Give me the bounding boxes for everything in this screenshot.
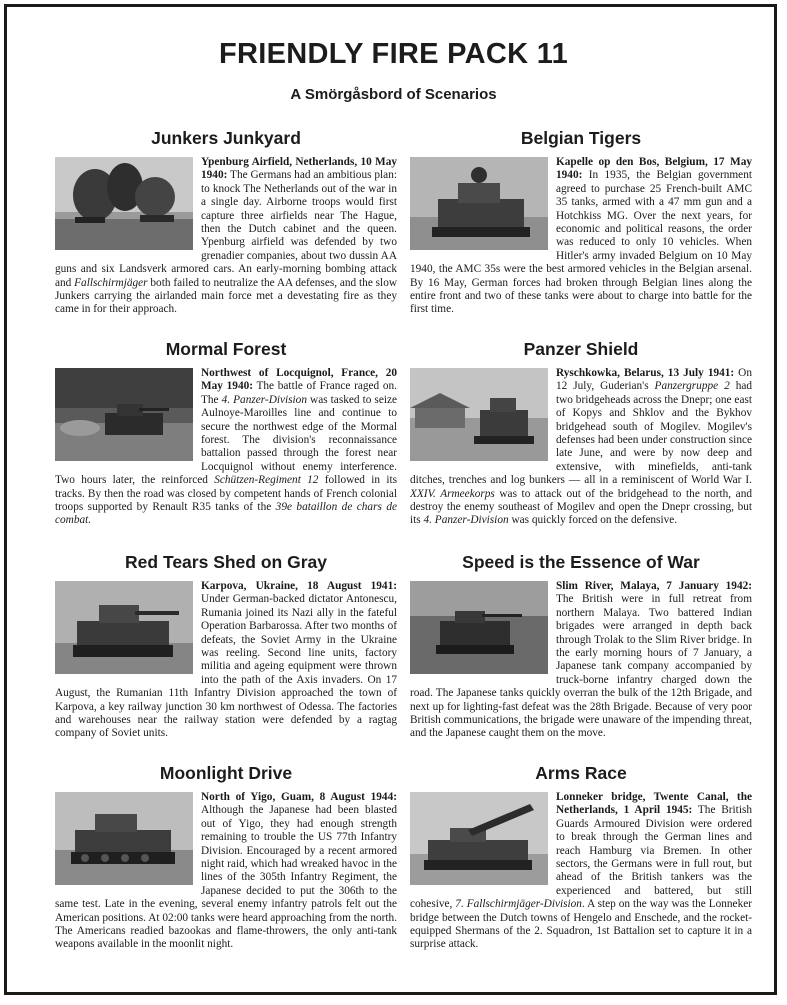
article-arms-race <box>410 762 752 952</box>
article-body-italic: Schützen-Regiment 12 <box>214 474 319 487</box>
article-body-run: Although the Japanese had been blasted out of Yigo, they had enough strength remaining to trouble the US 77th Infantry Division. Encouraged by a recent armored night raid, which had wreaked havoc in the lines of the 305th Infantry Regiment, the Japanese decided to put the 306th to the same test. Late in the evening, several enemy infantry patrols felt out the American positions. At 02:00 tanks were heard approaching from the north. The Americans readied bazookas and flame-throwers, the only anti-tank weapons available in the moonlit night. <box>55 804 397 951</box>
article-body-run: In 1935, the Belgian government agreed to purchase 25 French-built AMC 35 tanks, armed with a 47 mm gun and a Hotchkiss MG. Over the next years, for economic and political reasons, the order was reduced to only 10 vehicles. When Hitler's army invaded Belgium on 10 May 1940, the AMC 35s were the best armored vehicles in the Belgian arsenal. By 16 May, German forces had broken through Belgian lines along the entire front and two of these tanks were about to charge into battle for the first time. <box>410 169 752 316</box>
article-body-run: The British were in full retreat from northern Malaya. Two battered Indian brigades were arranged in depth back through Trolak to the Slim River bridge. In the early morning hours of 7 January, a Japanese tank company accompanied by truck-borne infantry charged down the road. The Japanese tanks quickly overran the bulk of the 12th Brigade, and next up for lighting-fast defeat was the 28th Brigade. Because of very poor British communications, the brigade were unaware of the impending threat, and the Japanese caught them on the move. <box>410 593 752 740</box>
rocket-sherman-photo <box>410 792 548 885</box>
article-body-italic: 39e bataillon de chars de combat. <box>55 501 397 527</box>
page-title: FRIENDLY FIRE PACK 11 <box>218 38 569 70</box>
article-moonlight-drive <box>55 762 397 952</box>
article-belgian-tigers <box>410 127 752 317</box>
page-subtitle: A Smörgåsbord of Scenarios <box>290 86 497 103</box>
article-text: Ypenburg Airfield, Netherlands, 10 May 1940: The Germans had an ambitious plan: to knock The Netherlands out of the war in a single day. Airborne troops would first capture three airfields near The Hague, then the Dutch cabinet and the queen. Ypenburg airfield was defended by two grenadier companies, about two dussin AA guns and six Landsverk armored cars. An early-morning bombing attack and Fallschirmjäger both failed to neutralize the AA defenses, and the slow Junkers carrying the airlanded main force met a devestating fire as they came in for their approach. <box>55 156 397 316</box>
article-body-run: The British Guards Armoured Division were ordered to break through the German lines and reach Hamburg via Bremen. In other sectors, the Germans were in full rout, but ahead of the British tankers was the experienced and battered, but still cohesive, <box>410 804 753 911</box>
article-junkers-junkyard <box>55 127 397 317</box>
article-body-run: Under German-backed dictator Antonescu, Rumania joined its Nazi ally in the fateful Operation Barbarossa. After two months of defeats, the Soviet Army in the Ukraine was reeling. Second line units, factory militia and ageing equipment were thrown into the path of the Axis invaders. On 17 August, the Rumanian 11th Infantry Division approached the town of Karpova, a key railway junction 30 km northwest of Odessa. The factories and warehouses near the railway station were defended by a ragtag company of Soviet units. <box>55 593 397 740</box>
article-body-italic: Panzergruppe 2 <box>654 380 730 393</box>
article-heading: Panzer Shield <box>523 339 639 359</box>
article-body-run: was to attack out of the bridgehead to the north, and destroy the enemy southeast of Mogilev and open the Dnepr crossing, but its <box>410 487 752 527</box>
article-mormal-forest <box>55 338 397 528</box>
article-body-run: was quickly forced on the defensive. <box>508 514 678 527</box>
article-body-run: had two bridgeheads across the Dnepr; one east of Kopys and Shklov and the Bykhov bridgehead south of Mogilev. Mogilev's defenses had been under construction since late June, and were by now deep and extensive, with minefields, anti-tank ditches, trenches and log bunkers — all in a reminiscent of World War I. <box>410 380 753 487</box>
article-body-run: was tasked to seize Aulnoye-Maroilles line and continue to secure the northwest edge of the Mormal forest. The division's reconnaissance battalion passed through the forest near Locquignol without enemy interference. Two hours later, the reinforced <box>55 393 398 487</box>
article-text: Slim River, Malaya, 7 January 1942: The British were in full retreat from northern Malaya. Two battered Indian brigades were arranged in depth back through Trolak to the Slim River bridge. In the early morning hours of 7 January, a Japanese tank company accompanied by truck-borne infantry charged down the road. The Japanese tanks quickly overran the bulk of the 12th Brigade, and next up for lighting-fast defeat was the 28th Brigade. Because of very poor British communications, the brigade were unaware of the impending threat, and the Japanese caught them on the move. <box>410 580 752 740</box>
article-heading: Red Tears Shed on Gray <box>125 552 327 572</box>
article-text: Karpova, Ukraine, 18 August 1941: Under German-backed dictator Antonescu, Rumania joined its Nazi ally in the fateful Operation Barbarossa. After two months of defeats, the Soviet Army in the Ukraine was reeling. Second line units, factory militia and ageing equipment were thrown into the path of the Axis invaders. On 17 August, the Rumanian 11th Infantry Division approached the town of Karpova, a key railway junction 30 km northwest of Odessa. The factories and warehouses near the railway station were defended by a ragtag company of Soviet units. <box>55 580 397 740</box>
article-body-run: both failed to neutralize the AA defenses, and the slow Junkers carrying the airlanded main force met a devestating fire as they came in for their approach. <box>55 276 397 316</box>
article-body-run: The Germans had an ambitious plan: to knock The Netherlands out of the war in a single day. Airborne troops would first capture three airfields near The Hague, then the Dutch cabinet and the queen. Ypenburg airfield was defended by two grenadier companies, about two dussin AA guns and six Landsverk armored cars. An early-morning bombing attack and <box>55 169 397 289</box>
article-heading: Junkers Junkyard <box>151 128 301 148</box>
article-body-run: . A step on the way was the Lonneker bridge between the Dutch towns of Hengelo and Enschede, and the rocket-equipped Shermans of the 2. Squadron, 1st Battalion set to capture it in a surprise attack. <box>410 898 752 951</box>
article-text: North of Yigo, Guam, 8 August 1944: Although the Japanese had been blasted out of Yigo, they had enough strength remaining to trouble the US 77th Infantry Division. Encouraged by a recent armored night raid, which had wreaked havoc in the lines of the 305th Infantry Regiment, the Japanese decided to put the 306th to the same test. Late in the evening, several enemy infantry patrols felt out the American positions. At 02:00 tanks were heard approaching from the north. The Americans readied bazookas and flame-throwers, the only anti-tank weapons available in the moonlit night. <box>55 791 397 951</box>
article-body-run: On 12 July, Guderian's <box>556 367 752 393</box>
article-body-run: followed in its tracks. By then the road was closed by competent hands of French colonial troops supported by Renault R35 tanks of the <box>55 474 398 514</box>
tank-in-forest-photo <box>55 368 193 461</box>
tank-crew-photo <box>410 157 548 250</box>
article-red-tears-shed-on-gray <box>55 551 397 741</box>
burning-aircraft-photo <box>55 157 193 250</box>
article-text: Kapelle op den Bos, Belgium, 17 May 1940: In 1935, the Belgian government agreed to purchase 25 French-built AMC 35 tanks, armed with a 47 mm gun and a Hotchkiss MG. Over the next years, for economic and political reasons, the order was reduced to only 10 vehicles. When Hitler's army invaded Belgium on 10 May 1940, the AMC 35s were the best armored vehicles in the Belgian arsenal. By 16 May, German forces had broken through Belgian lines along the entire front and two of these tanks were about to charge into battle for the first time. <box>410 156 752 316</box>
tank-village-road-photo <box>410 368 548 461</box>
article-body-run: The battle of France raged on. The <box>201 380 397 406</box>
japanese-tank-photo <box>55 792 193 885</box>
article-panzer-shield <box>410 338 752 528</box>
article-body-italic: Fallschirmjäger <box>74 276 148 289</box>
article-heading: Arms Race <box>535 763 627 783</box>
article-speed-is-the-essence-of-war <box>410 551 752 741</box>
article-body-italic: 4. Panzer-Division <box>221 393 307 406</box>
article-text: Ryschkowka, Belarus, 13 July 1941: On 12 July, Guderian's Panzergruppe 2 had two bridgeheads across the Dnepr; one east of Kopys and Shklov and the Bykhov bridgehead south of Mogilev. Mogilev's defenses had been under construction since late June, and were by now deep and extensive, with minefields, anti-tank ditches, trenches and log bunkers — all in a reminiscent of World War I. XXIV. Armeekorps was to attack out of the bridgehead to the north, and destroy the enemy southeast of Mogilev and open the Dnepr crossing, but its 4. Panzer-Division was quickly forced on the defensive. <box>410 367 753 527</box>
article-heading: Mormal Forest <box>165 339 287 359</box>
light-tank-photo <box>55 581 193 674</box>
article-body-italic: 4. Panzer-Division <box>423 514 509 527</box>
wrecked-tank-photo <box>410 581 548 674</box>
article-heading: Belgian Tigers <box>520 128 642 148</box>
article-body-italic: 7. Fallschirmjäger-Division <box>455 898 582 911</box>
article-text: Lonneker bridge, Twente Canal, the Netherlands, 1 April 1945: The British Guards Armoured Division were ordered to break through the German lines and reach Hamburg via Bremen. In other sectors, the Germans were in full rout, but ahead of the British tankers was the experienced and battered, but still cohesive, 7. Fallschirmjäger-Division. A step on the way was the Lonneker bridge between the Dutch towns of Hengelo and Enschede, and the rocket-equipped Shermans of the 2. Squadron, 1st Battalion set to capture it in a surprise attack. <box>410 791 753 951</box>
article-text: Northwest of Locquignol, France, 20 May 1940: The battle of France raged on. The 4. Panzer-Division was tasked to seize Aulnoye-Maroilles line and continue to secure the northwest edge of the Mormal forest. The division's reconnaissance battalion passed through the forest near Locquignol without enemy interference. Two hours later, the reinforced Schützen-Regiment 12 followed in its tracks. By then the road was closed by competent hands of French colonial troops supported by Renault R35 tanks of the 39e bataillon de chars de combat. <box>55 367 398 527</box>
article-body-italic: XXIV. Armeekorps <box>410 487 495 500</box>
article-heading: Speed is the Essence of War <box>462 552 700 572</box>
article-heading: Moonlight Drive <box>159 763 293 783</box>
